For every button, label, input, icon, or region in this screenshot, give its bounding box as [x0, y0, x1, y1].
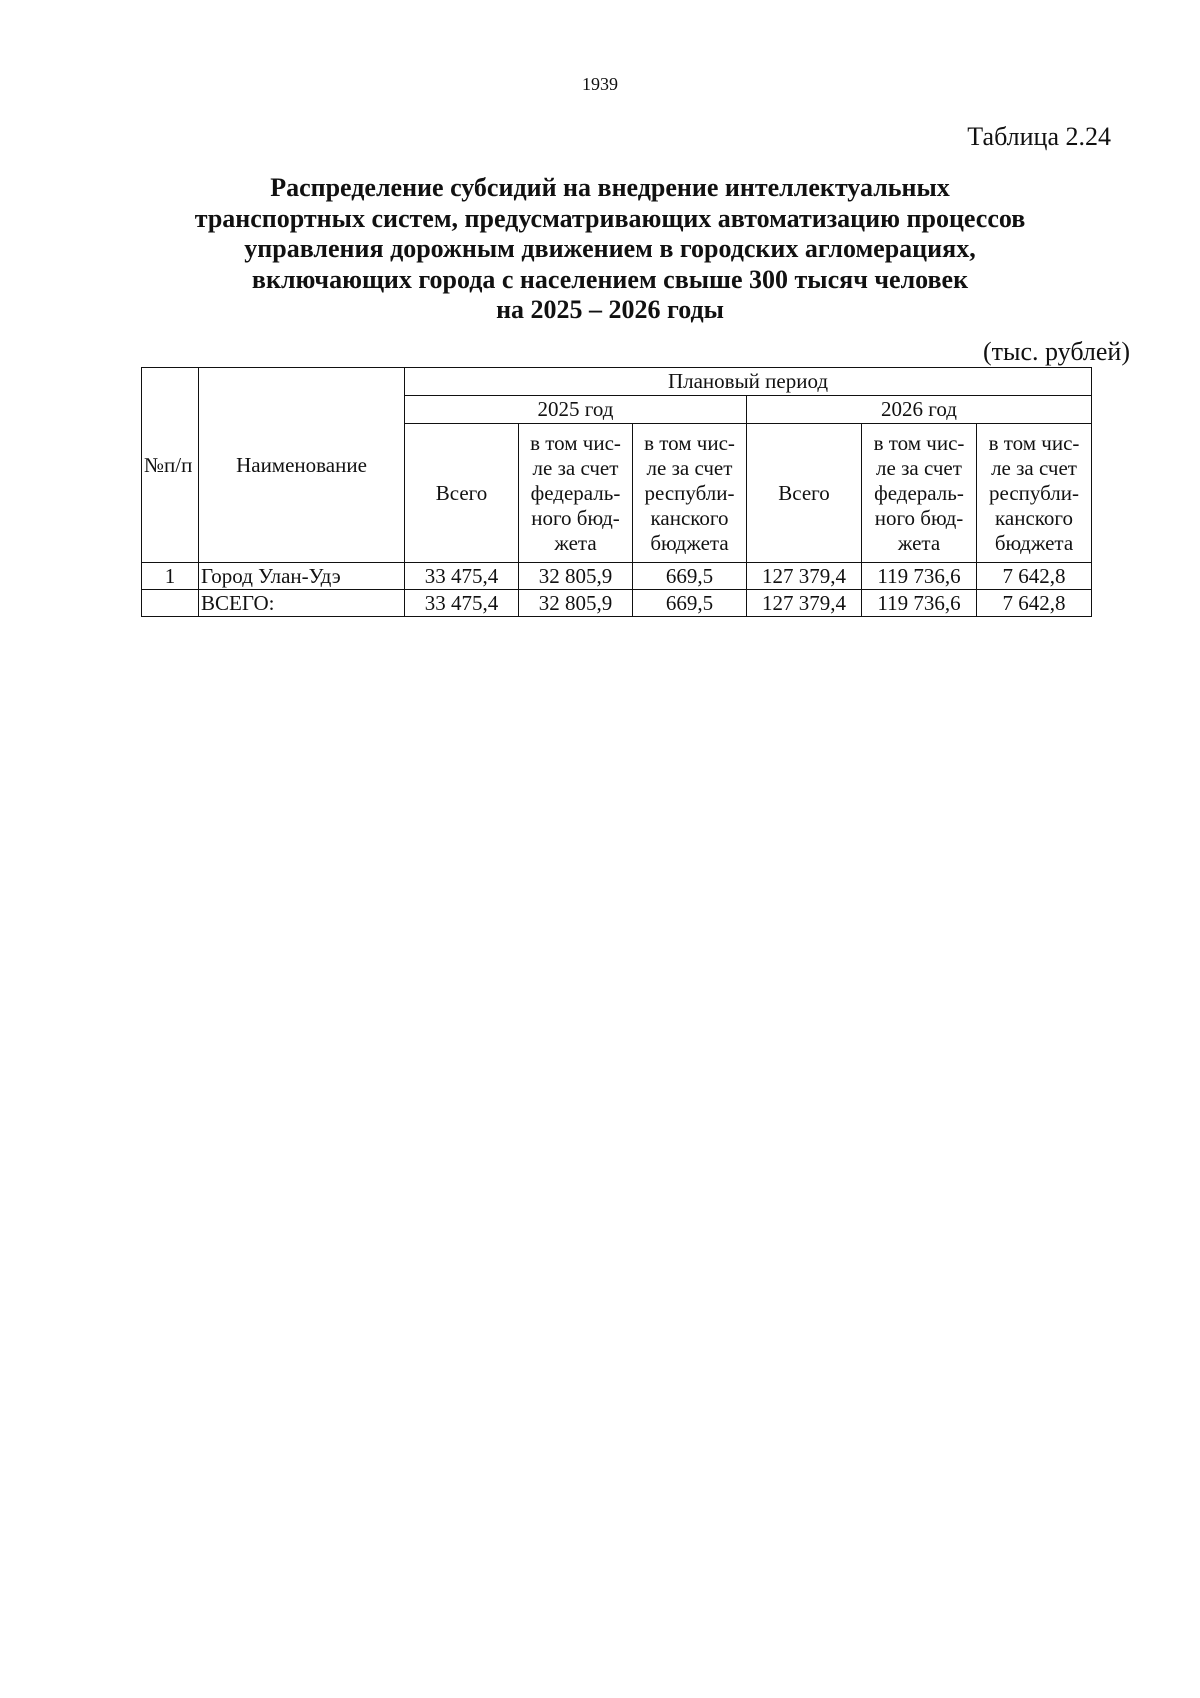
cell-2026-total: 127 379,4: [747, 563, 862, 590]
subsidy-table: [141, 367, 1092, 617]
units-note: (тыс. рублей): [982, 337, 1130, 366]
header-2026-federal: в том чис- ле за счет федераль- ного бюд- жета: [862, 424, 977, 563]
header-planned-period: Плановый период: [405, 368, 1092, 396]
page-number: 1939: [582, 74, 618, 94]
title-line: включающих города с населением свыше 300 тысяч человек: [251, 264, 969, 294]
cell-2026-federal: 119 736,6: [862, 563, 977, 590]
title-line: управления дорожным движением в городских агломерациях,: [244, 234, 976, 263]
cell-2026-federal: 119 736,6: [862, 590, 977, 617]
header-name: Наименование: [199, 368, 405, 563]
cell-2025-total: 33 475,4: [405, 590, 519, 617]
header-year-2026: 2026 год: [747, 396, 1092, 424]
header-2025-federal: в том чис- ле за счет федераль- ного бюд- жета: [519, 424, 633, 563]
title-line: транспортных систем, предусматривающих автоматизацию процессов: [194, 203, 1026, 233]
header-2026-republic: в том чис- ле за счет республи- канского бюджета: [977, 424, 1092, 563]
row-name: Город Улан-Удэ: [199, 563, 405, 590]
row-num: 1: [142, 563, 199, 590]
header-2025-republic: в том чис- ле за счет республи- канского бюджета: [633, 424, 747, 563]
header-num: №п/п: [142, 368, 199, 563]
cell-2026-republic: 7 642,8: [977, 590, 1092, 617]
cell-2025-federal: 32 805,9: [519, 590, 633, 617]
cell-2026-total: 127 379,4: [747, 590, 862, 617]
cell-2025-federal: 32 805,9: [519, 563, 633, 590]
title-line: на 2025 – 2026 годы: [496, 295, 724, 324]
document-title: [130, 173, 1090, 326]
table-label: Таблица 2.24: [967, 122, 1111, 151]
row-name: ВСЕГО:: [199, 590, 405, 617]
cell-2025-total: 33 475,4: [405, 563, 519, 590]
title-line: Распределение субсидий на внедрение интеллектуальных: [270, 173, 950, 202]
cell-2025-republic: 669,5: [633, 590, 747, 617]
row-num: [142, 590, 199, 617]
header-2025-total: Всего: [405, 424, 519, 563]
header-2026-total: Всего: [747, 424, 862, 563]
cell-2026-republic: 7 642,8: [977, 563, 1092, 590]
header-year-2025: 2025 год: [405, 396, 747, 424]
table-row: [142, 563, 1092, 590]
cell-2025-republic: 669,5: [633, 563, 747, 590]
table-row-total: [142, 590, 1092, 617]
